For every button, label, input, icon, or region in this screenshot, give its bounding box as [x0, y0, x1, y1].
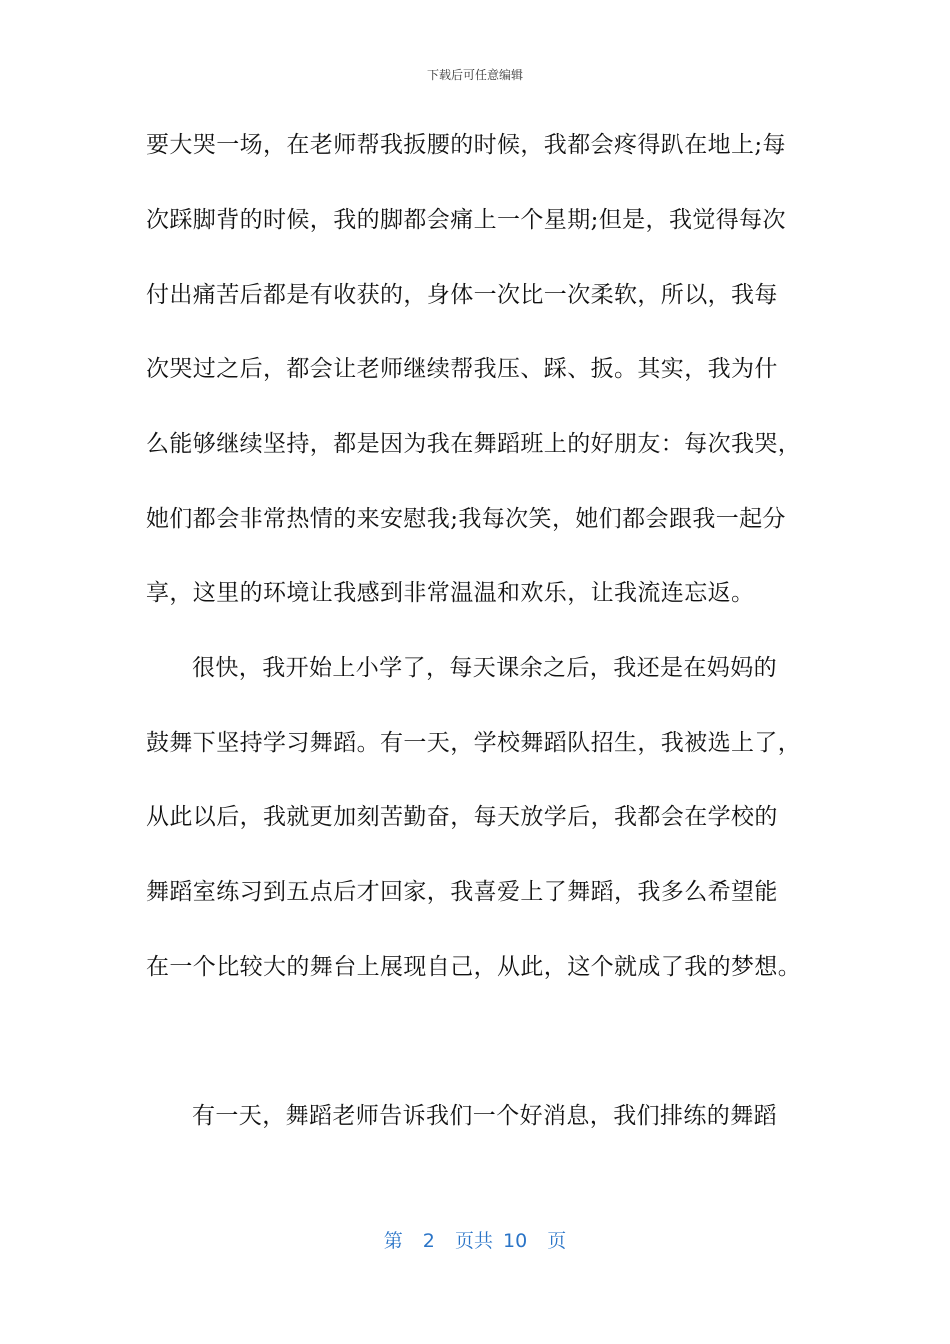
paragraph-start-line: 有一天，舞蹈老师告诉我们一个好消息，我们排练的舞蹈	[192, 1103, 777, 1129]
paragraph-start-line: 很快，我开始上小学了，每天课余之后，我还是在妈妈的	[192, 655, 777, 681]
text-line: 在一个比较大的舞台上展现自己，从此，这个就成了我的梦想。	[146, 954, 802, 980]
text-line: 享，这里的环境让我感到非常温温和欢乐，让我流连忘返。	[146, 580, 755, 606]
text-line: 次哭过之后，都会让老师继续帮我压、踩、扳。其实，我为什	[146, 356, 778, 382]
page-number-label: 第 2 页共 10 页	[383, 1230, 567, 1252]
text-line: 要大哭一场，在老师帮我扳腰的时候，我都会疼得趴在地上;每	[146, 132, 786, 158]
text-line: 舞蹈室练习到五点后才回家，我喜爱上了舞蹈，我多么希望能	[146, 879, 778, 905]
page-header: 下载后可任意编辑	[426, 68, 523, 82]
text-line: 次踩脚背的时候，我的脚都会痛上一个星期;但是，我觉得每次	[146, 207, 786, 233]
text-line: 么能够继续坚持，都是因为我在舞蹈班上的好朋友：每次我哭，	[146, 431, 802, 457]
page-footer	[0, 1226, 950, 1253]
text-line: 付出痛苦后都是有收获的，身体一次比一次柔软，所以，我每	[146, 282, 778, 308]
text-line: 她们都会非常热情的来安慰我;我每次笑，她们都会跟我一起分	[146, 506, 786, 532]
text-line: 从此以后，我就更加刻苦勤奋，每天放学后，我都会在学校的	[146, 804, 778, 830]
text-line: 鼓舞下坚持学习舞蹈。有一天，学校舞蹈队招生，我被选上了，	[146, 730, 802, 756]
